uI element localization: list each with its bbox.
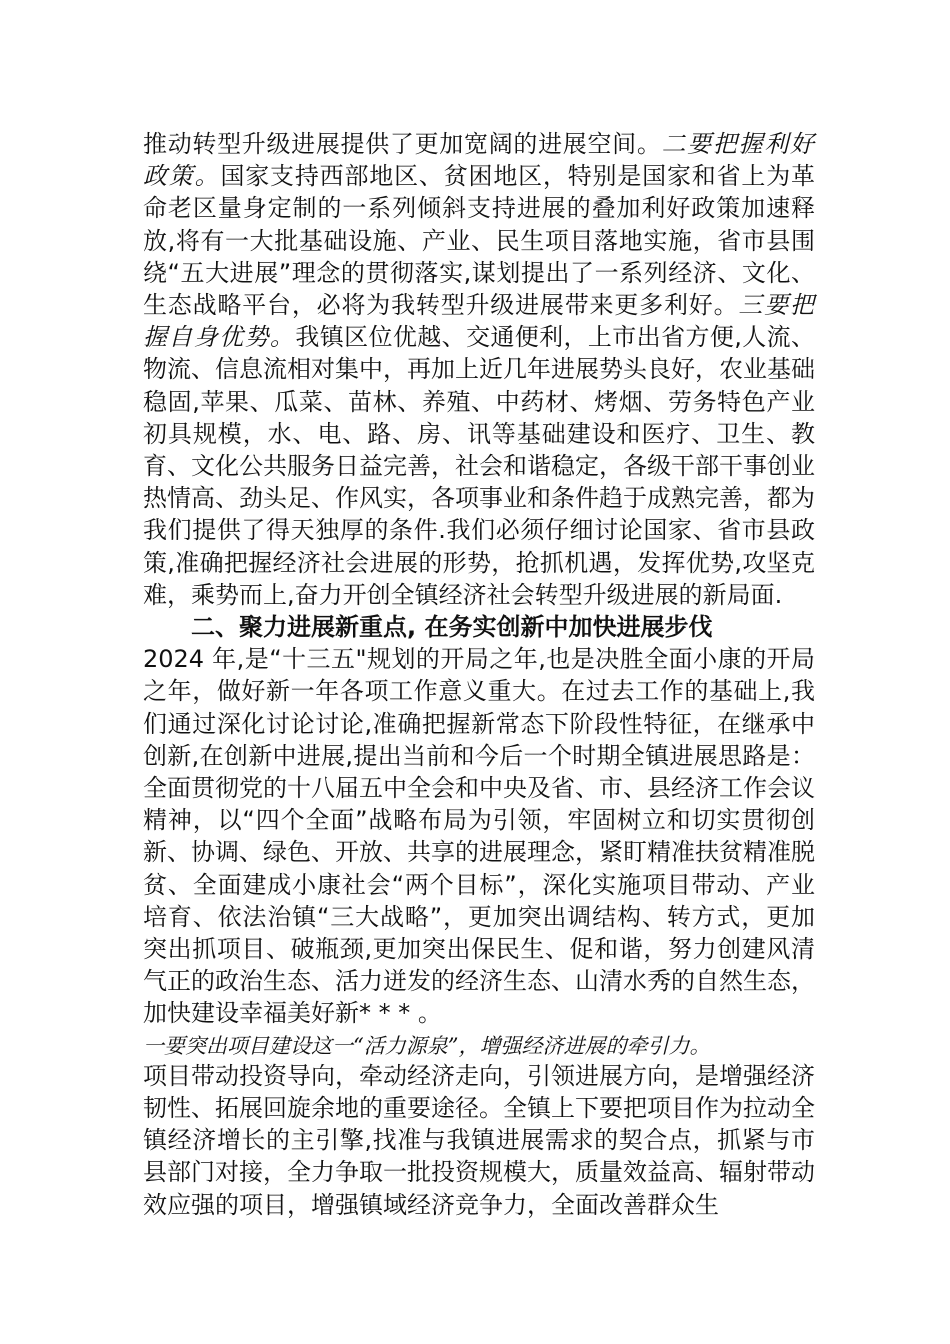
paragraph-development-idea: 2024 年,是“十三五"规划的开局之年,也是决胜全面小康的开局之年，做好新一年各项工作意义重大。在过去工作的基础上,我们通过深化讨论讨论,准确把握新常态下阶段性特征，在继承中创新,在创新中进展,提出当前和今后一个时期全镇进展思路是：全面贯彻党的十八届五中全会和中央及省、市、县经济工作会议精神，以“四个全面”战略布局为引领，牢固树立和切实贯彻创新、协调、绿色、开放、共享的进展理念，紧盯精准扶贫精准脱贫、全面建成小康社会“两个目标”，深化实施项目带动、产业培育、依法治镇“三大战略”，更加突出调结构、转方式，更加突出抓项目、破瓶颈,更加突出保民生、促和谐，努力创建风清气正的政治生态、活力迸发的经济生态、山清水秀的自然生态，加快建设幸福美好新* * * 。 xyxy=(143,645,815,1028)
paragraph-text: 推动转型升级进展提供了更加宽阔的进展空间。 xyxy=(143,130,662,158)
paragraph-projects: 项目带动投资导向，牵动经济走向，引领进展方向，是增强经济韧性、拓展回旋余地的重要途径。全镇上下要把项目作为拉动全镇经济增长的主引擎,找准与我镇进展需求的契合点，抓紧与市县部门对接，全力争取一批投资规模大，质量效益高、辐射带动效应强的项目，增强镇域经济竞争力，全面改善群众生 xyxy=(143,1061,815,1219)
section-heading: 二、聚力进展新重点, 在务实创新中加快进展步伐 xyxy=(191,613,713,642)
paragraph-text: 国家支持西部地区、贫困地区，特别是国家和省上为革命老区量身定制的一系列倾斜支持进展的叠加利好政策加速释放,将有一大批基础设施、产业、民生项目落地实施，省市县围绕“五大进展”理念的贯彻落实,谋划提出了一系列经济、文化、生态战略平台，必将为我转型升级进展带来更多利好。 xyxy=(143,162,816,320)
emphasis-point-advantages: 三要把握自身优势。 xyxy=(143,291,816,352)
emphasis-point-policy: 二要把握利好政策。 xyxy=(143,130,816,191)
document-page xyxy=(143,128,815,1221)
paragraph-text: 我镇区位优越、交通便利，上市出省方便,人流、物流、信息流相对集中，再加上近几年进展势头良好，农业基础稳固,苹果、瓜菜、苗林、养殖、中药材、烤烟、劳务特色产业初具规模，水、电、路、房、讯等基础建设和医疗、卫生、教育、文化公共服务日益完善，社会和谐稳定，各级干部干事创业热情高、劲头足、作风实，各项事业和条件趋于成熟完善，都为我们提供了得天独厚的条件.我们必须仔细讨论国家、省市县政策,准确把握经济社会进展的形势，抢抓机遇，发挥优势,攻坚克难，乘势而上,奋力开创全镇经济社会转型升级进展的新局面. xyxy=(143,323,815,609)
paragraph-opportunities xyxy=(143,128,815,611)
emphasis-lead-projects: 一要突出项目建设这一“活力源泉”，增强经济进展的牵引力。 xyxy=(143,1033,711,1058)
